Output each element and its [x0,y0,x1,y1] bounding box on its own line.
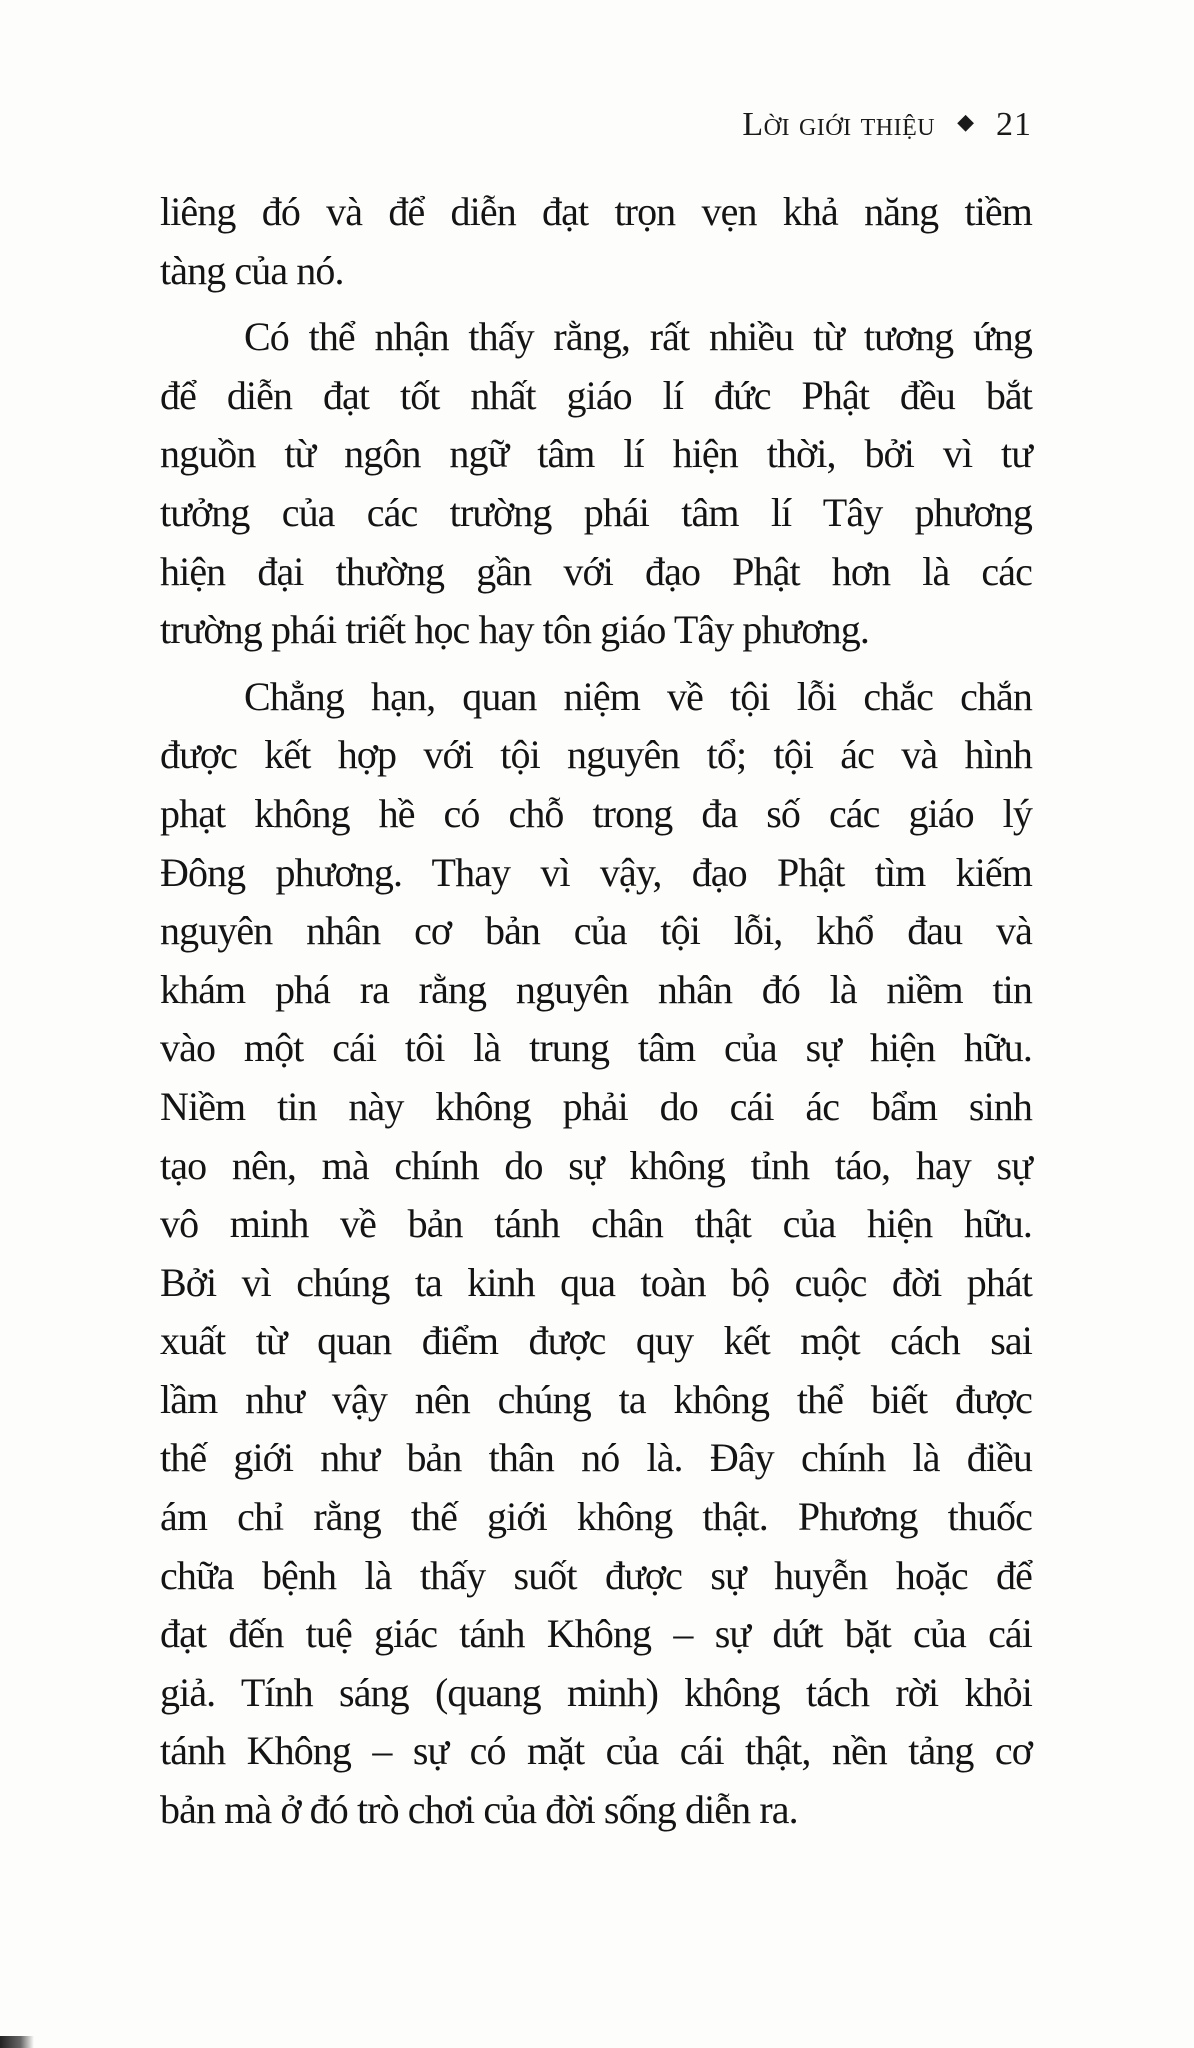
text-line: khám phá ra rằng nguyên nhân đó là niềm tin [160,966,1032,1012]
text-line: vào một cái tôi là trung tâm của sự hiện hữu. [160,1025,1032,1071]
text-line: chữa bệnh là thấy suốt được sự huyễn hoặc để [160,1552,1032,1598]
text-line: ám chỉ rằng thế giới không thật. Phương thuốc [160,1494,1032,1540]
text-line: liêng đó và để diễn đạt trọn vẹn khả năng tiềm [160,189,1032,234]
running-header [0,100,1032,147]
text-line: tạo nên, mà chính do sự không tỉnh táo, hay sự [160,1142,1032,1188]
text-line: bản mà ở đó trò chơi của đời sống diễn ra. [160,1787,798,1833]
text-line: để diễn đạt tốt nhất giáo lí đức Phật đều bắt [160,372,1032,418]
text-line: tưởng của các trường phái tâm lí Tây phương [160,489,1032,535]
text-line: xuất từ quan điểm được quy kết một cách sai [160,1318,1032,1364]
text-line: Đông phương. Thay vì vậy, đạo Phật tìm kiếm [160,849,1032,895]
page-number: 21 [996,106,1032,143]
text-line: Niềm tin này không phải do cái ác bẩm sinh [160,1083,1032,1129]
text-line: hiện đại thường gần với đạo Phật hơn là các [160,548,1032,594]
paragraph [160,668,1032,1840]
diamond-icon: ◆ [957,109,974,134]
text-line: vô minh về bản tánh chân thật của hiện hữu. [160,1201,1032,1247]
text-line: Có thể nhận thấy rằng, rất nhiều từ tương ứng [244,314,1032,360]
body-text [160,183,1032,1848]
text-line: lầm như vậy nên chúng ta không thể biết được [160,1376,1032,1422]
paragraph [160,308,1032,660]
text-line: trường phái triết học hay tôn giáo Tây phương. [160,607,869,653]
chapter-title: Lời giới thiệu [742,106,936,143]
text-line: được kết hợp với tội nguyên tổ; tội ác và hình [160,732,1032,778]
text-line: nguyên nhân cơ bản của tội lỗi, khổ đau và [160,908,1032,954]
text-line: tàng của nó. [160,247,344,293]
text-line: nguồn từ ngôn ngữ tâm lí hiện thời, bởi vì tư [160,431,1032,477]
text-line: tánh Không – sự có mặt của cái thật, nền tảng cơ [160,1728,1032,1774]
page-edge-shadow [0,2036,34,2048]
text-line: Chẳng hạn, quan niệm về tội lỗi chắc chắn [244,673,1032,719]
text-line: Bởi vì chúng ta kinh qua toàn bộ cuộc đời phát [160,1259,1032,1305]
text-line: thế giới như bản thân nó là. Đây chính là điều [160,1435,1032,1481]
text-line: phạt không hề có chỗ trong đa số các giáo lý [160,790,1032,836]
text-line: đạt đến tuệ giác tánh Không – sự dứt bặt của cái [160,1611,1032,1657]
paragraph [160,183,1032,300]
text-line: giả. Tính sáng (quang minh) không tách rời khỏi [160,1669,1032,1715]
